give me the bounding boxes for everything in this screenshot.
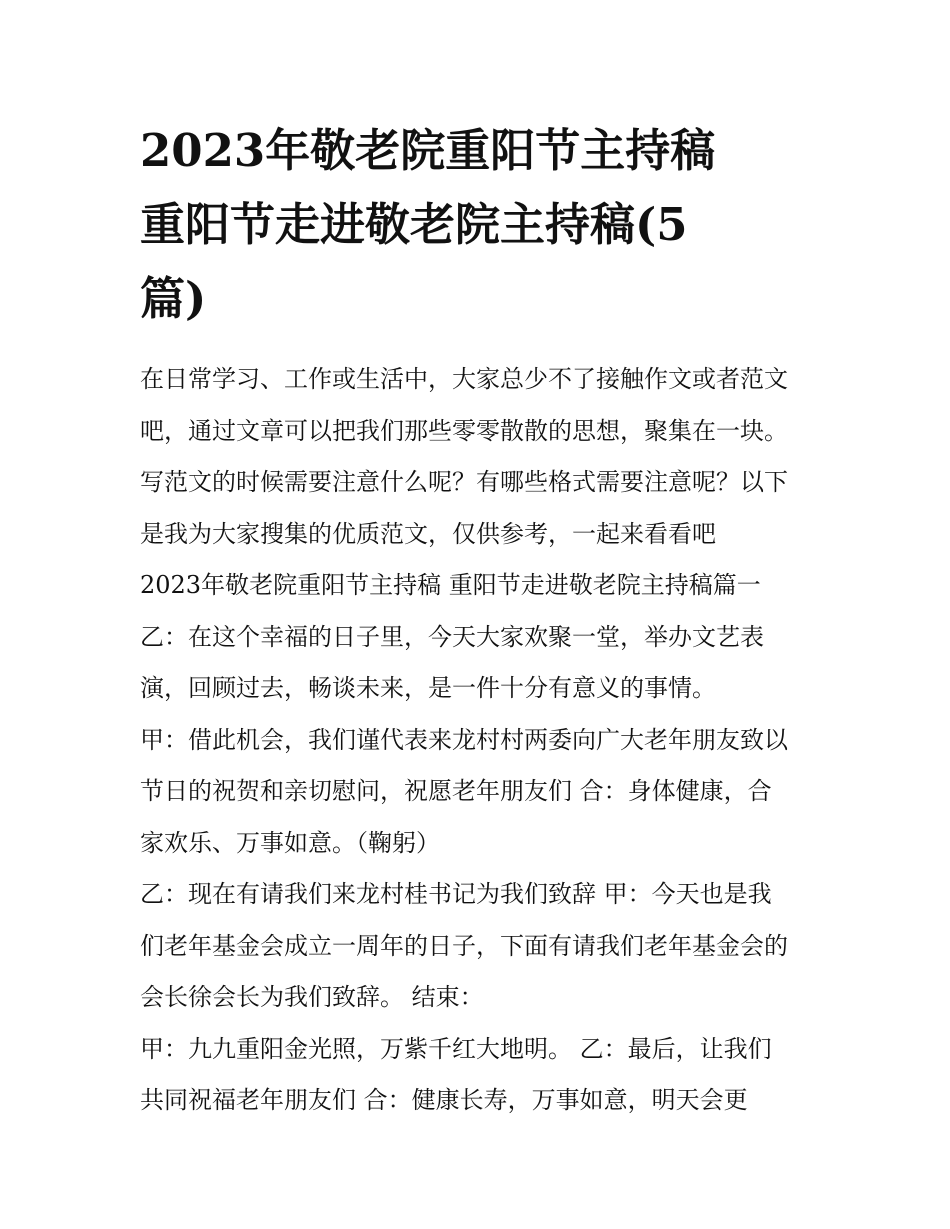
- document-body: [140, 354, 830, 1127]
- body-line: 写范文的时候需要注意什么呢？有哪些格式需要注意呢？以下: [140, 468, 788, 496]
- body-line: 在日常学习、工作或生活中，大家总少不了接触作文或者范文: [140, 365, 788, 393]
- body-line: 节日的祝贺和亲切慰问，祝愿老年朋友们 合：身体健康，合: [140, 777, 772, 805]
- body-line: 甲：九九重阳金光照，万紫千红大地明。 乙：最后，让我们: [140, 1034, 772, 1063]
- title-line: 2023年敬老院重阳节主持稿: [140, 124, 716, 177]
- section-heading: 2023年敬老院重阳节主持稿 重阳节走进敬老院主持稿篇一: [140, 571, 761, 599]
- body-line: 乙：在这个幸福的日子里，今天大家欢聚一堂，举办文艺表: [140, 622, 764, 651]
- body-line: 是我为大家搜集的优质范文，仅供参考，一起来看看吧: [140, 519, 716, 548]
- body-line: 家欢乐、万事如意。（鞠躬）: [140, 828, 440, 857]
- title-line: 篇): [140, 272, 207, 325]
- body-line: 演，回顾过去，畅谈未来，是一件十分有意义的事情。: [140, 674, 716, 702]
- title-line: 重阳节走进敬老院主持稿(5: [140, 198, 688, 251]
- body-line: 甲：借此机会，我们谨代表来龙村村两委向广大老年朋友致以: [140, 725, 788, 754]
- body-line: 吧，通过文章可以把我们那些零零散散的思想，聚集在一块。: [140, 416, 788, 445]
- body-line: 共同祝福老年朋友们 合：健康长寿，万事如意，明天会更: [140, 1086, 748, 1114]
- body-line: 会长徐会长为我们致辞。 结束：: [140, 983, 484, 1011]
- document-title: [140, 114, 820, 336]
- body-line: 乙：现在有请我们来龙村桂书记为我们致辞 甲：今天也是我: [140, 880, 772, 908]
- body-line: 们老年基金会成立一周年的日子，下面有请我们老年基金会的: [140, 931, 788, 960]
